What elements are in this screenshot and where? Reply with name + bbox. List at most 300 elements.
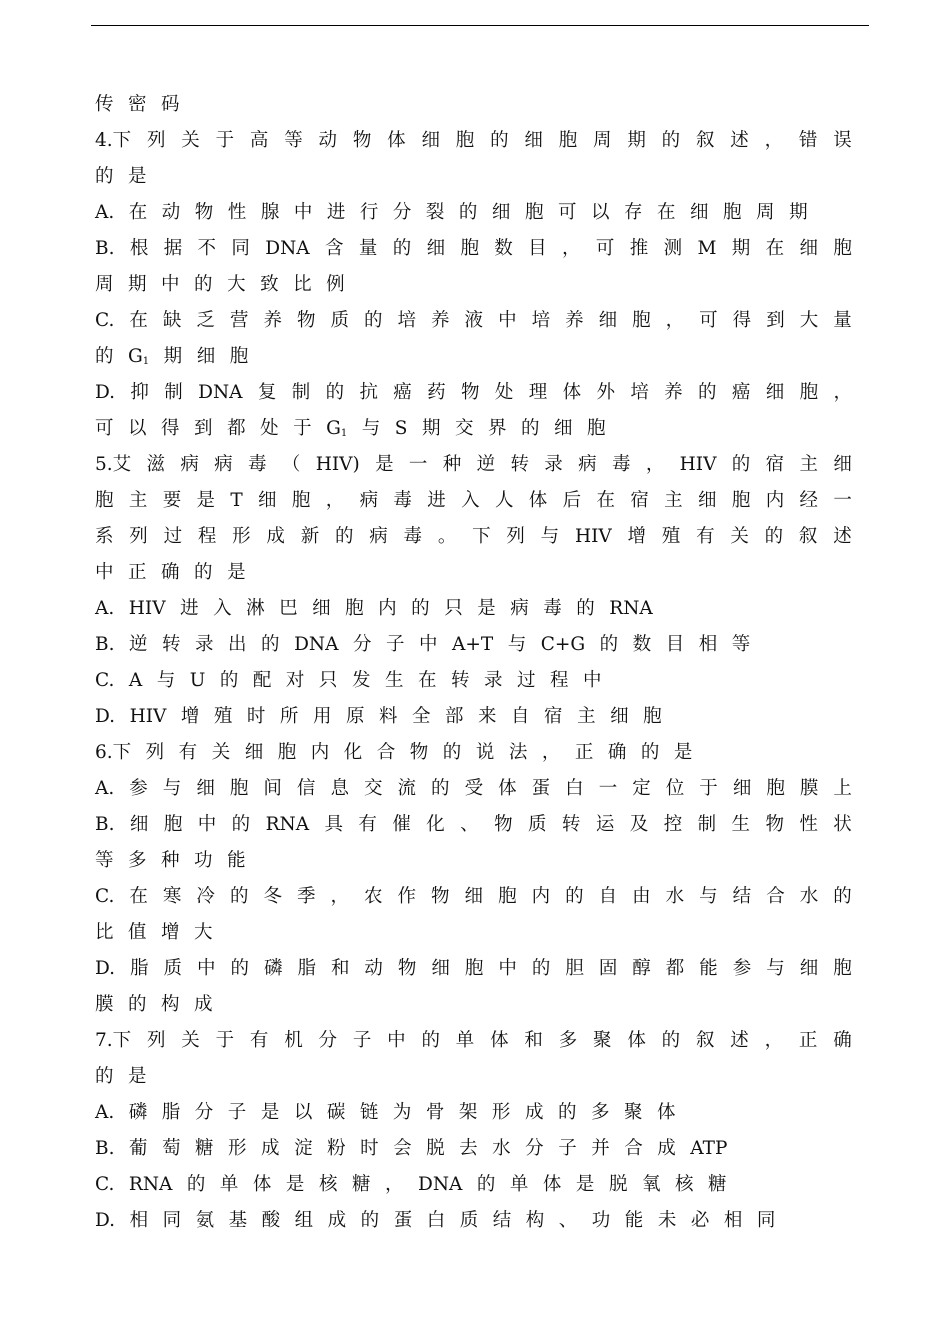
text-token: 的 bbox=[640, 742, 660, 763]
text-token: 在 bbox=[417, 670, 437, 691]
text-token: 的 bbox=[698, 382, 717, 403]
text-token: 大 bbox=[799, 310, 819, 331]
text-token: 的 bbox=[95, 346, 114, 367]
text-token: 构 bbox=[525, 1210, 545, 1231]
text-token: 全 bbox=[411, 706, 431, 727]
text-token: 于 bbox=[699, 778, 718, 799]
text-token: B. bbox=[95, 634, 115, 655]
text-token: 动 bbox=[161, 202, 181, 223]
text-token: 主 bbox=[799, 454, 818, 475]
text-line bbox=[95, 1167, 852, 1203]
text-token: 的 bbox=[229, 886, 249, 907]
text-token: 理 bbox=[528, 382, 548, 403]
text-token: 的 bbox=[576, 598, 595, 619]
text-token: 细 bbox=[196, 778, 215, 799]
text-token: 主 bbox=[664, 490, 683, 511]
text-token: 的 bbox=[431, 778, 450, 799]
text-token: 胆 bbox=[565, 958, 584, 979]
text-token: 营 bbox=[229, 310, 249, 331]
text-token: A. bbox=[95, 1102, 115, 1123]
text-token: 具 bbox=[324, 814, 343, 835]
text-token: 物 bbox=[765, 814, 784, 835]
text-token: 养 bbox=[263, 310, 282, 331]
text-token: A. bbox=[95, 598, 115, 619]
text-token: 养 bbox=[431, 310, 450, 331]
text-token: 在 bbox=[129, 310, 148, 331]
text-token: 系 bbox=[95, 526, 114, 547]
text-token: 淀 bbox=[294, 1138, 313, 1159]
text-token: 在 bbox=[128, 202, 148, 223]
text-token: D. bbox=[95, 958, 116, 979]
text-token: 与 bbox=[540, 526, 560, 547]
text-line bbox=[95, 87, 852, 123]
text-token: 的 bbox=[476, 1174, 496, 1195]
text-line bbox=[95, 267, 852, 303]
text-token: 膜 bbox=[95, 994, 114, 1015]
text-token: 体 bbox=[490, 1030, 509, 1051]
text-token: HIV bbox=[574, 526, 612, 547]
text-line bbox=[95, 879, 852, 915]
text-token: 数 bbox=[632, 634, 652, 655]
text-token: 可 bbox=[557, 202, 577, 223]
text-token: 进 bbox=[180, 598, 199, 619]
text-token: 是 bbox=[575, 1174, 595, 1195]
text-token: 功 bbox=[591, 1210, 611, 1231]
text-token: ， bbox=[384, 1174, 404, 1195]
text-token: 胞 bbox=[799, 382, 819, 403]
text-token: 的 bbox=[421, 1030, 440, 1051]
text-token: ， bbox=[764, 130, 784, 151]
text-token: 叙 bbox=[798, 526, 818, 547]
text-token: 下 bbox=[472, 526, 491, 547]
text-token: 体 bbox=[542, 1174, 562, 1195]
text-token: 5.艾 bbox=[95, 454, 132, 475]
text-token: 推 bbox=[629, 238, 649, 259]
text-line bbox=[95, 843, 852, 879]
text-token: 进 bbox=[326, 202, 346, 223]
text-line bbox=[95, 1095, 852, 1131]
text-token: 链 bbox=[359, 1102, 379, 1123]
text-token: 自 bbox=[511, 706, 530, 727]
text-token: 息 bbox=[330, 778, 349, 799]
text-token: 数 bbox=[494, 238, 513, 259]
text-token: 可 bbox=[699, 310, 718, 331]
text-token: 时 bbox=[360, 1138, 379, 1159]
text-token: HIV bbox=[679, 454, 717, 475]
text-token: 细 bbox=[244, 742, 264, 763]
text-token: 中 bbox=[498, 310, 517, 331]
text-token: 正 bbox=[798, 1030, 818, 1051]
text-token: 为 bbox=[392, 1102, 412, 1123]
text-token: 细 bbox=[129, 814, 149, 835]
text-token: 白 bbox=[565, 778, 584, 799]
text-token: 同 bbox=[756, 1210, 776, 1231]
text-token: 料 bbox=[378, 706, 398, 727]
text-line bbox=[95, 699, 852, 735]
text-token: 等 bbox=[284, 130, 303, 151]
text-token: DNA bbox=[198, 382, 243, 403]
text-token: 性 bbox=[799, 814, 818, 835]
text-token: 期 bbox=[731, 238, 751, 259]
text-token: 述 bbox=[833, 526, 852, 547]
text-token: 细 bbox=[312, 598, 331, 619]
text-token: 的 bbox=[360, 1210, 380, 1231]
text-token: 主 bbox=[577, 706, 596, 727]
text-token: 多 bbox=[558, 1030, 578, 1051]
text-token: 细 bbox=[765, 382, 785, 403]
text-token: 同 bbox=[231, 238, 250, 259]
text-token: 病 bbox=[359, 490, 379, 511]
text-token: 有 bbox=[358, 814, 377, 835]
text-token: 胞 bbox=[731, 490, 751, 511]
text-token: 细 bbox=[690, 202, 709, 223]
text-token: 根 bbox=[129, 238, 149, 259]
text-token: 制 bbox=[291, 382, 311, 403]
text-token: 入 bbox=[461, 490, 480, 511]
text-token: 中 bbox=[498, 958, 517, 979]
text-token: 糖 bbox=[707, 1174, 727, 1195]
text-token: HIV) bbox=[315, 454, 360, 475]
text-token: 有 bbox=[696, 526, 715, 547]
text-token: 复 bbox=[257, 382, 277, 403]
text-line bbox=[95, 915, 852, 951]
text-token: 界 bbox=[488, 418, 507, 439]
text-token: 聚 bbox=[623, 1102, 643, 1123]
text-token: 的 bbox=[599, 634, 619, 655]
text-token: 胞 bbox=[291, 490, 311, 511]
text-token: 抑 bbox=[130, 382, 149, 403]
text-token: 到 bbox=[766, 310, 785, 331]
text-line bbox=[95, 519, 852, 555]
text-token: 一 bbox=[598, 778, 618, 799]
text-token: 生 bbox=[384, 670, 404, 691]
text-token: 固 bbox=[598, 958, 618, 979]
text-token: 分 bbox=[352, 634, 372, 655]
text-token: 体 bbox=[627, 1030, 646, 1051]
text-token: C. bbox=[95, 670, 115, 691]
text-line bbox=[95, 771, 852, 807]
text-token: 、 bbox=[460, 814, 479, 835]
text-token: 物 bbox=[431, 886, 450, 907]
text-token: 水 bbox=[492, 1138, 511, 1159]
text-token: 列 bbox=[146, 1030, 166, 1051]
text-token: 比 bbox=[293, 274, 312, 295]
text-token: 述 bbox=[730, 130, 749, 151]
text-token: 新 bbox=[300, 526, 320, 547]
text-token: 葡 bbox=[128, 1138, 148, 1159]
text-token: 确 bbox=[833, 1030, 852, 1051]
text-token: C. bbox=[95, 310, 115, 331]
text-token: 醇 bbox=[632, 958, 651, 979]
text-token: 关 bbox=[181, 1030, 200, 1051]
text-token: 是 bbox=[227, 562, 246, 583]
text-token: 分 bbox=[194, 1102, 214, 1123]
text-token: 胞 bbox=[460, 238, 479, 259]
text-token: 4.下 bbox=[95, 130, 132, 151]
text-token: 培 bbox=[630, 382, 649, 403]
text-token: 胞 bbox=[587, 418, 606, 439]
text-token: 含 bbox=[325, 238, 344, 259]
text-token: 的 bbox=[194, 562, 213, 583]
text-token: 同 bbox=[162, 1210, 182, 1231]
text-token: 分 bbox=[525, 1138, 544, 1159]
text-token: 的 bbox=[490, 130, 509, 151]
text-token: 确 bbox=[607, 742, 627, 763]
text-token: 质 bbox=[330, 310, 349, 331]
text-token: 由 bbox=[632, 886, 651, 907]
text-token: 中 bbox=[293, 202, 313, 223]
text-token: 中 bbox=[197, 958, 216, 979]
text-token: 体 bbox=[528, 490, 548, 511]
text-token: HIV bbox=[128, 598, 166, 619]
text-token: 单 bbox=[219, 1174, 239, 1195]
text-token: 中 bbox=[161, 274, 180, 295]
text-token: 体 bbox=[387, 130, 406, 151]
text-token: 化 bbox=[343, 742, 363, 763]
text-token: 以 bbox=[128, 418, 147, 439]
text-token: 的 bbox=[833, 886, 852, 907]
text-token: 的 bbox=[334, 526, 354, 547]
text-token: 周 bbox=[95, 274, 114, 295]
text-token: 体 bbox=[498, 778, 517, 799]
text-token: 是 bbox=[128, 1066, 147, 1087]
text-token: 并 bbox=[591, 1138, 610, 1159]
text-token: 和 bbox=[330, 958, 350, 979]
text-token: HIV bbox=[129, 706, 167, 727]
text-token: 细 bbox=[799, 958, 819, 979]
text-token: 于 bbox=[293, 418, 312, 439]
text-token: 转 bbox=[162, 634, 181, 655]
text-token: ， bbox=[325, 490, 345, 511]
text-token: 聚 bbox=[593, 1030, 612, 1051]
text-token: 细 bbox=[554, 418, 573, 439]
text-token: 配 bbox=[252, 670, 272, 691]
text-token: A. bbox=[95, 202, 115, 223]
text-token: 动 bbox=[318, 130, 338, 151]
text-token: 必 bbox=[690, 1210, 710, 1231]
text-token: 架 bbox=[458, 1102, 478, 1123]
text-line bbox=[95, 339, 852, 375]
text-token: 内 bbox=[765, 490, 785, 511]
text-token: 行 bbox=[359, 202, 379, 223]
text-token: 细 bbox=[610, 706, 629, 727]
text-token: 的 bbox=[557, 1102, 577, 1123]
text-token: 养 bbox=[565, 310, 584, 331]
text-token: 中 bbox=[418, 634, 438, 655]
text-token: 物 bbox=[461, 382, 480, 403]
text-token: DNA bbox=[294, 634, 339, 655]
text-token: 期 bbox=[627, 130, 646, 151]
text-token: 冬 bbox=[263, 886, 282, 907]
text-token: 传 bbox=[95, 94, 114, 115]
text-token: 农 bbox=[364, 886, 383, 907]
text-token: B. bbox=[95, 1138, 115, 1159]
text-line bbox=[95, 1059, 852, 1095]
text-token: 目 bbox=[665, 634, 685, 655]
text-line bbox=[95, 123, 852, 159]
text-token: 种 bbox=[161, 850, 180, 871]
text-token: 目 bbox=[528, 238, 547, 259]
text-token: 确 bbox=[161, 562, 180, 583]
text-token: 到 bbox=[194, 418, 213, 439]
text-token: 化 bbox=[426, 814, 445, 835]
text-token: 物 bbox=[397, 958, 417, 979]
text-token: 都 bbox=[227, 418, 246, 439]
text-token: 位 bbox=[665, 778, 685, 799]
text-token: 的 bbox=[325, 382, 345, 403]
text-token: 于 bbox=[215, 1030, 235, 1051]
text-token: 处 bbox=[494, 382, 514, 403]
text-token: 催 bbox=[392, 814, 411, 835]
text-token: 转 bbox=[561, 814, 581, 835]
text-token: 只 bbox=[318, 670, 338, 691]
text-token: 出 bbox=[228, 634, 247, 655]
text-token: B. bbox=[95, 814, 115, 835]
text-token: 过 bbox=[163, 526, 183, 547]
text-token: 物 bbox=[352, 130, 372, 151]
text-token: 在 bbox=[765, 238, 785, 259]
text-token: D. bbox=[95, 706, 116, 727]
text-token: 的 bbox=[565, 886, 584, 907]
text-token: 录 bbox=[544, 454, 563, 475]
text-token: 的 bbox=[95, 166, 114, 187]
text-token: 是 bbox=[285, 1174, 305, 1195]
text-token: 萄 bbox=[162, 1138, 181, 1159]
text-token: 周 bbox=[593, 130, 612, 151]
text-token: 的 bbox=[231, 814, 251, 835]
text-token: 子 bbox=[558, 1138, 577, 1159]
text-token: 增 bbox=[161, 922, 180, 943]
text-token: 白 bbox=[426, 1210, 446, 1231]
text-token: 在 bbox=[657, 202, 676, 223]
text-token: 与 bbox=[361, 418, 381, 439]
text-token: 量 bbox=[358, 238, 378, 259]
text-token: 中 bbox=[583, 670, 602, 691]
text-token: 逆 bbox=[128, 634, 148, 655]
text-token: 胞 bbox=[229, 346, 249, 367]
text-token: 蛋 bbox=[393, 1210, 413, 1231]
text-token: 与 bbox=[766, 958, 785, 979]
text-token: 可 bbox=[95, 418, 114, 439]
text-token: 是 bbox=[477, 598, 496, 619]
text-token: 相 bbox=[129, 1210, 149, 1231]
text-token: 毒 bbox=[403, 526, 423, 547]
text-token: 胞 bbox=[229, 778, 249, 799]
text-token: 列 bbox=[506, 526, 525, 547]
text-token: D. bbox=[95, 1210, 116, 1231]
text-token: ， bbox=[330, 886, 349, 907]
text-token: 的 bbox=[364, 310, 383, 331]
text-token: 流 bbox=[397, 778, 417, 799]
text-token: 胞 bbox=[277, 742, 297, 763]
text-token: 磷 bbox=[128, 1102, 148, 1123]
text-token: 来 bbox=[478, 706, 497, 727]
text-token: 胞 bbox=[464, 958, 484, 979]
text-token: ， bbox=[562, 238, 581, 259]
text-token: 内 bbox=[310, 742, 330, 763]
text-token: 细 bbox=[524, 130, 543, 151]
text-token: 控 bbox=[663, 814, 683, 835]
text-token: 会 bbox=[393, 1138, 412, 1159]
text-token: 的 bbox=[128, 994, 147, 1015]
text-token: 成 bbox=[261, 1138, 280, 1159]
text-token: 胞 bbox=[345, 598, 364, 619]
text-token: 脱 bbox=[426, 1138, 445, 1159]
text-token: 子 bbox=[227, 1102, 247, 1123]
text-token: 部 bbox=[445, 706, 464, 727]
text-token: 7.下 bbox=[95, 1030, 132, 1051]
text-token: 体 bbox=[562, 382, 582, 403]
text-token: 是 bbox=[260, 1102, 280, 1123]
text-token: 毒 bbox=[393, 490, 412, 511]
text-token: 作 bbox=[397, 886, 417, 907]
text-token: 值 bbox=[128, 922, 147, 943]
text-token: 胞 bbox=[833, 958, 852, 979]
text-token: 毒 bbox=[611, 454, 631, 475]
text-token: 结 bbox=[732, 886, 752, 907]
text-token: 、 bbox=[558, 1210, 578, 1231]
text-token: 的 bbox=[531, 958, 551, 979]
text-token: 病 bbox=[510, 598, 529, 619]
text-token: 以 bbox=[590, 202, 610, 223]
text-token: 大 bbox=[194, 922, 213, 943]
text-token: 是 bbox=[196, 490, 216, 511]
text-token: 宿 bbox=[630, 490, 649, 511]
text-token: 细 bbox=[464, 886, 484, 907]
text-token: 病 bbox=[578, 454, 597, 475]
text-token: 误 bbox=[833, 130, 852, 151]
text-token: 细 bbox=[491, 202, 511, 223]
text-token: ， bbox=[833, 382, 852, 403]
text-line bbox=[95, 1131, 852, 1167]
text-token: 都 bbox=[665, 958, 685, 979]
text-token: 的 bbox=[230, 958, 249, 979]
text-token: 磷 bbox=[263, 958, 283, 979]
text-line bbox=[95, 591, 852, 627]
text-token: 水 bbox=[665, 886, 685, 907]
text-line bbox=[95, 195, 852, 231]
text-token: D. bbox=[95, 382, 116, 403]
text-token: 癌 bbox=[731, 382, 751, 403]
text-token: 等 bbox=[95, 850, 114, 871]
text-token: 的 bbox=[411, 598, 430, 619]
text-token: 糖 bbox=[195, 1138, 214, 1159]
text-token: 转 bbox=[510, 454, 529, 475]
text-token: 处 bbox=[260, 418, 279, 439]
text-token: 氧 bbox=[641, 1174, 661, 1195]
text-token: 发 bbox=[351, 670, 371, 691]
text-token: 制 bbox=[697, 814, 717, 835]
text-token: 过 bbox=[517, 670, 536, 691]
text-token: 细 bbox=[426, 238, 446, 259]
text-token: 合 bbox=[766, 886, 785, 907]
text-token: 脂 bbox=[161, 1102, 181, 1123]
text-token: M bbox=[697, 238, 717, 259]
text-token: 细 bbox=[732, 778, 752, 799]
text-token: 外 bbox=[596, 382, 615, 403]
text-token: 受 bbox=[464, 778, 484, 799]
text-token: ， bbox=[541, 742, 561, 763]
text-token: 子 bbox=[352, 1030, 372, 1051]
text-token: 关 bbox=[181, 130, 200, 151]
text-token: 构 bbox=[161, 994, 180, 1015]
text-token: 逆 bbox=[476, 454, 496, 475]
text-token: 列 bbox=[145, 742, 165, 763]
text-token: 冷 bbox=[196, 886, 215, 907]
text-token: 培 bbox=[397, 310, 417, 331]
text-token: 脱 bbox=[608, 1174, 628, 1195]
text-token: 是 bbox=[128, 166, 147, 187]
